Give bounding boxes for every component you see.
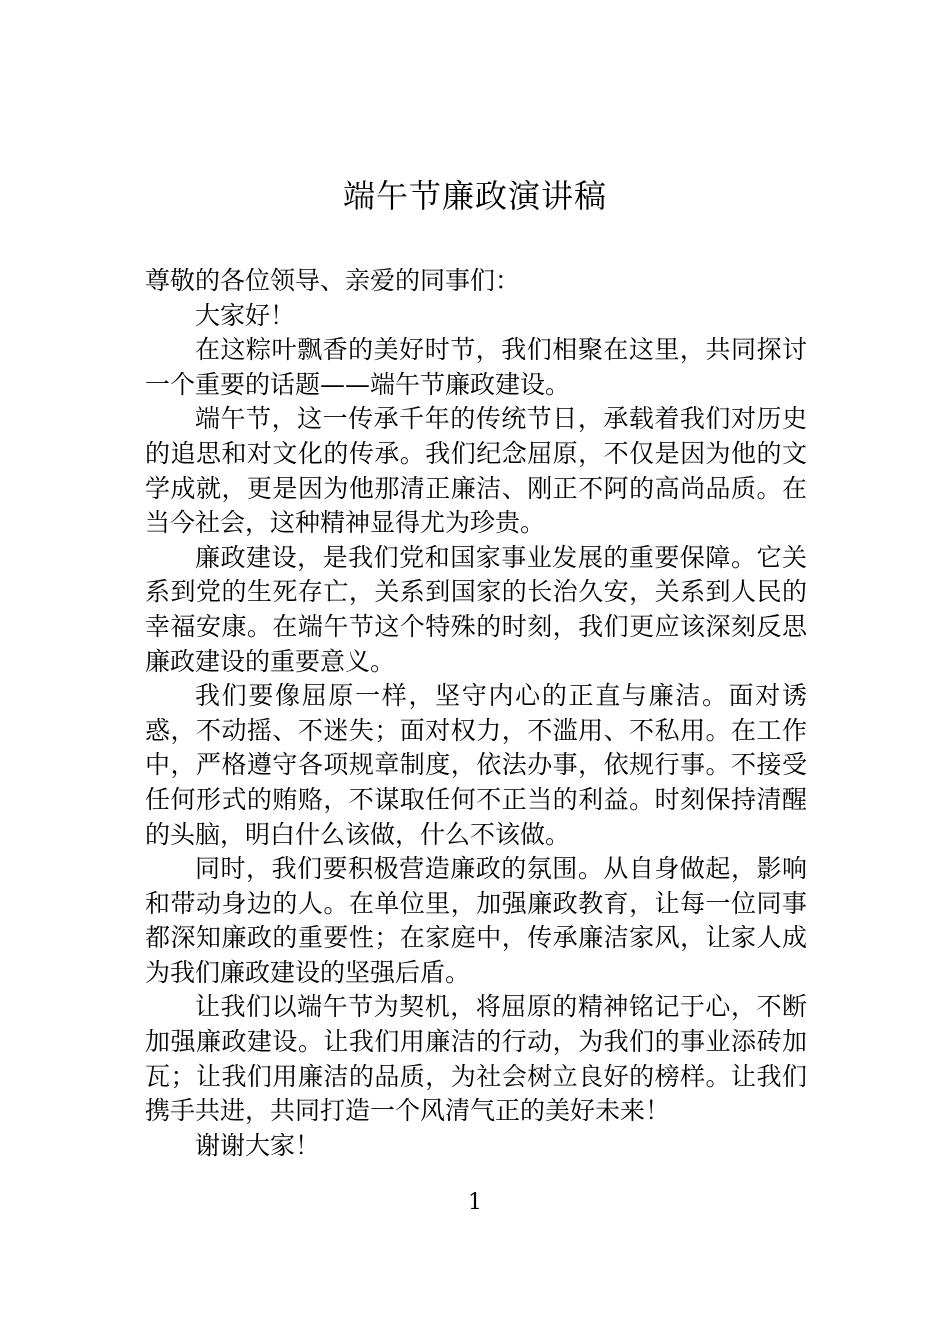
paragraph-greeting: 大家好！ — [195, 300, 296, 330]
paragraph-integrity: 我们要像屈原一样，坚守内心的正直与廉洁。面对诱惑，不动摇、不迷失；面对权力，不滥用、不私用。在工作中，严格遵守各项规章制度，依法办事，依规行事。不接受任何形式的贿赂，不谋取任何不正当的利益。时刻保持清醒的头脑，明白什么该做，什么不该做。 — [145, 681, 807, 849]
page-number: 1 — [468, 1190, 482, 1215]
document-title: 端午节廉政演讲稿 — [342, 177, 607, 215]
paragraph-atmosphere: 同时，我们要积极营造廉政的氛围。从自身做起，影响和带动身边的人。在单位里，加强廉政教育，让每一位同事都深知廉政的重要性；在家庭中，传承廉洁家风，让家人成为我们廉政建设的坚强后盾。 — [145, 854, 807, 987]
paragraph-intro: 在这粽叶飘香的美好时节，我们相聚在这里，共同探讨一个重要的话题——端午节廉政建设。 — [145, 335, 807, 399]
document-body — [145, 264, 807, 1163]
paragraph-importance: 廉政建设，是我们党和国家事业发展的重要保障。它关系到党的生死存亡，关系到国家的长治久安，关系到人民的幸福安康。在端午节这个特殊的时刻，我们更应该深刻反思廉政建设的重要意义。 — [145, 542, 807, 676]
paragraph-festival: 端午节，这一传承千年的传统节日，承载着我们对历史的追思和对文化的传承。我们纪念屈原，不仅是因为他的文学成就，更是因为他那清正廉洁、刚正不阿的高尚品质。在当今社会，这种精神显得尤为珍贵。 — [145, 404, 807, 538]
paragraph-call-to-action: 让我们以端午节为契机，将屈原的精神铭记于心，不断加强廉政建设。让我们用廉洁的行动，为我们的事业添砖加瓦；让我们用廉洁的品质，为社会树立良好的榜样。让我们携手共进，共同打造一个风清气正的美好未来！ — [145, 992, 807, 1126]
paragraph-thanks: 谢谢大家！ — [195, 1130, 321, 1160]
salutation: 尊敬的各位领导、亲爱的同事们： — [145, 266, 521, 295]
